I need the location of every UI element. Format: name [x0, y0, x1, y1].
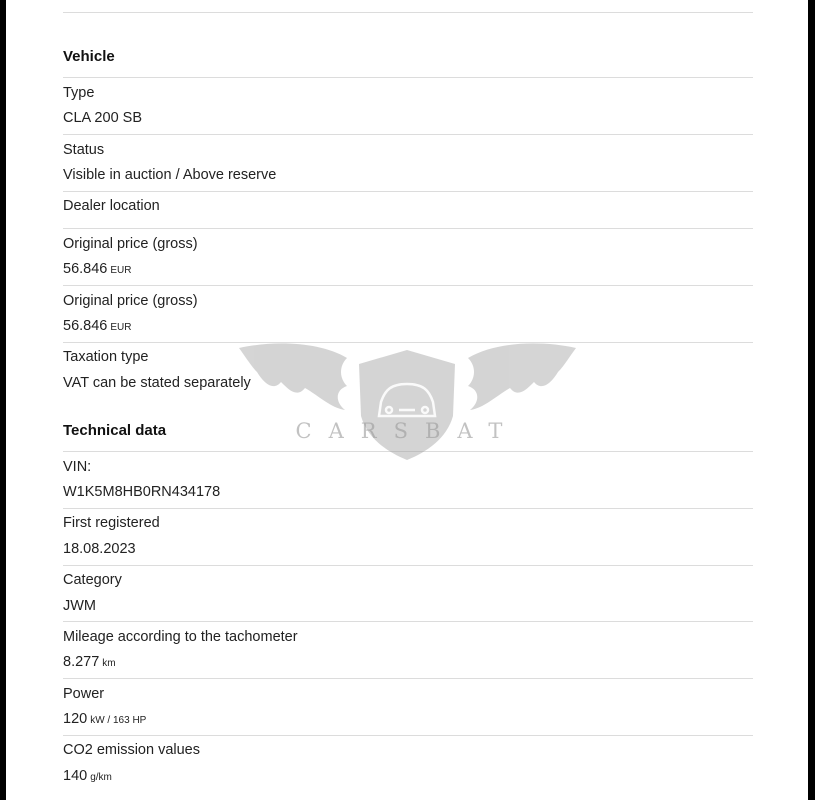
type-value: CLA 200 SB — [63, 110, 142, 126]
mileage-amount: 8.277 — [63, 654, 100, 670]
co2-amount: 140 — [63, 768, 88, 784]
divider — [63, 735, 753, 736]
currency-unit: EUR — [110, 265, 132, 276]
taxation-type-value: VAT can be stated separately — [63, 375, 251, 391]
power-value — [63, 712, 146, 727]
category-label: Category — [63, 572, 122, 588]
divider — [63, 285, 753, 286]
divider — [63, 228, 753, 229]
vin-label: VIN: — [63, 459, 92, 475]
power-label: Power — [63, 686, 105, 702]
divider — [63, 508, 753, 509]
divider — [63, 451, 753, 452]
type-label: Type — [63, 85, 95, 101]
status-label: Status — [63, 142, 105, 158]
power-amount: 120 — [63, 711, 88, 727]
first-registered-label: First registered — [63, 515, 160, 531]
price-amount: 56.846 — [63, 261, 108, 277]
divider — [63, 678, 753, 679]
co2-emission-label: CO2 emission values — [63, 742, 200, 758]
mileage-label: Mileage according to the tachometer — [63, 629, 298, 645]
left-edge-border — [0, 0, 6, 800]
vin-value: W1K5M8HB0RN434178 — [63, 484, 221, 500]
mileage-value — [63, 655, 116, 670]
divider — [63, 191, 753, 192]
power-unit: kW / 163 HP — [90, 715, 147, 726]
mileage-unit: km — [102, 658, 116, 669]
price-amount: 56.846 — [63, 318, 108, 334]
original-price-label: Original price (gross) — [63, 293, 198, 309]
status-value: Visible in auction / Above reserve — [63, 167, 277, 183]
divider — [63, 134, 753, 135]
section-heading-vehicle: Vehicle — [63, 48, 115, 65]
divider — [63, 12, 753, 13]
original-price-value — [63, 262, 131, 277]
currency-unit: EUR — [110, 322, 132, 333]
divider — [63, 77, 753, 78]
section-heading-technical-data: Technical data — [63, 422, 167, 439]
original-price-label: Original price (gross) — [63, 236, 198, 252]
right-edge-border — [808, 0, 815, 800]
watermark-text: CARSBAT — [295, 419, 520, 443]
carsbat-watermark-icon — [235, 338, 580, 463]
original-price-value — [63, 319, 131, 334]
taxation-type-label: Taxation type — [63, 349, 149, 365]
divider — [63, 621, 753, 622]
divider — [63, 565, 753, 566]
dealer-location-label: Dealer location — [63, 198, 160, 214]
category-value: JWM — [63, 598, 97, 614]
divider — [63, 342, 753, 343]
co2-unit: g/km — [90, 772, 112, 783]
co2-emission-value — [63, 769, 112, 784]
first-registered-value: 18.08.2023 — [63, 541, 136, 557]
